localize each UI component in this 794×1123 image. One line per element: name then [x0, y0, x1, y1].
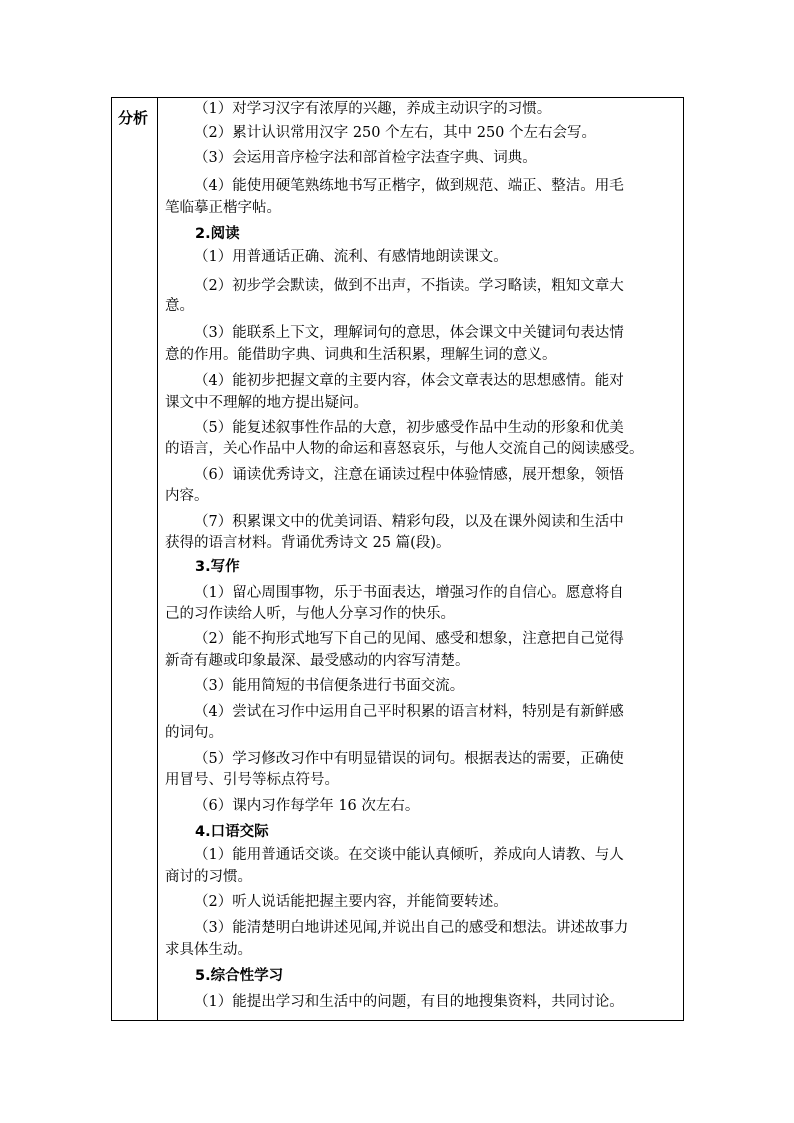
label-text: 分析 [118, 109, 149, 127]
text-line: 商讨的习惯。 [165, 869, 252, 885]
section-heading: 5.综合性学习 [195, 968, 284, 984]
text-line: 的词句。 [165, 725, 223, 741]
section-heading: 3.写作 [195, 559, 240, 575]
section-heading: 2.阅读 [195, 226, 240, 242]
text-line: （6）课内习作每学年 16 次左右。 [194, 798, 420, 814]
text-line: （1）能用普通话交谈。在交谈中能认真倾听，养成向人请教、与人 [194, 847, 624, 863]
analysis-table [111, 97, 684, 1021]
section-heading: 4.口语交际 [195, 824, 269, 840]
text-line: （6）诵读优秀诗文，注意在诵读过程中体验情感，展开想象，领悟 [194, 467, 624, 483]
text-line: 求具体生动。 [165, 942, 252, 958]
text-line: （3）能清楚明白地讲述见闻,并说出自己的感受和想法。讲述故事力 [194, 920, 629, 936]
text-line: （4）能使用硬笔熟练地书写正楷字，做到规范、端正、整洁。用毛 [194, 178, 624, 194]
text-line: 用冒号、引号等标点符号。 [165, 772, 339, 788]
text-line: 课文中不理解的地方提出疑问。 [165, 395, 368, 411]
text-line: 新奇有趣或印象最深、最受感动的内容写清楚。 [165, 653, 470, 669]
text-line: （3）能联系上下文，理解词句的意思，体会课文中关键词句表达情 [194, 325, 624, 341]
text-line: （1）留心周围事物，乐于书面表达，增强习作的自信心。愿意将自 [194, 585, 624, 601]
text-line: 获得的语言材料。背诵优秀诗文 25 篇(段)。 [165, 535, 451, 551]
text-line: （1）用普通话正确、流利、有感情地朗读课文。 [194, 249, 508, 265]
text-line: （7）积累课文中的优美词语、精彩句段，以及在课外阅读和生活中 [194, 514, 624, 530]
text-line: （1）对学习汉字有浓厚的兴趣，养成主动识字的习惯。 [194, 101, 552, 117]
text-line: 的语言，关心作品中人物的命运和喜怒哀乐，与他人交流自己的阅读感受。 [165, 441, 644, 457]
text-line: （2）初步学会默读，做到不出声，不指读。学习略读，粗知文章大 [194, 278, 624, 294]
text-line: （5）学习修改习作中有明显错误的词句。根据表达的需要，正确使 [194, 751, 624, 767]
text-line: 意。 [165, 298, 194, 314]
text-line: （4）能初步把握文章的主要内容，体会文章表达的思想感情。能对 [194, 373, 624, 389]
label-cell [112, 98, 158, 1020]
text-line: 内容。 [165, 488, 209, 504]
content-cell [159, 98, 683, 1020]
text-line: （1）能提出学习和生活中的问题，有目的地搜集资料，共同讨论。 [194, 994, 624, 1010]
text-line: （3）会运用音序检字法和部首检字法查字典、词典。 [194, 150, 537, 166]
text-line: 意的作用。能借助字典、词典和生活积累，理解生词的意义。 [165, 347, 557, 363]
text-line: （4）尝试在习作中运用自己平时积累的语言材料，特别是有新鲜感 [194, 704, 624, 720]
text-line: 笔临摹正楷字帖。 [165, 200, 281, 216]
text-line: （5）能复述叙事性作品的大意，初步感受作品中生动的形象和优美 [194, 420, 624, 436]
text-line: （2）听人说话能把握主要内容，并能简要转述。 [194, 894, 508, 910]
text-line: 己的习作读给人听，与他人分享习作的快乐。 [165, 606, 455, 622]
text-line: （2）能不拘形式地写下自己的见闻、感受和想象，注意把自己觉得 [194, 631, 624, 647]
text-line: （2）累计认识常用汉字 250 个左右，其中 250 个左右会写。 [194, 125, 597, 141]
text-line: （3）能用简短的书信便条进行书面交流。 [194, 678, 465, 694]
